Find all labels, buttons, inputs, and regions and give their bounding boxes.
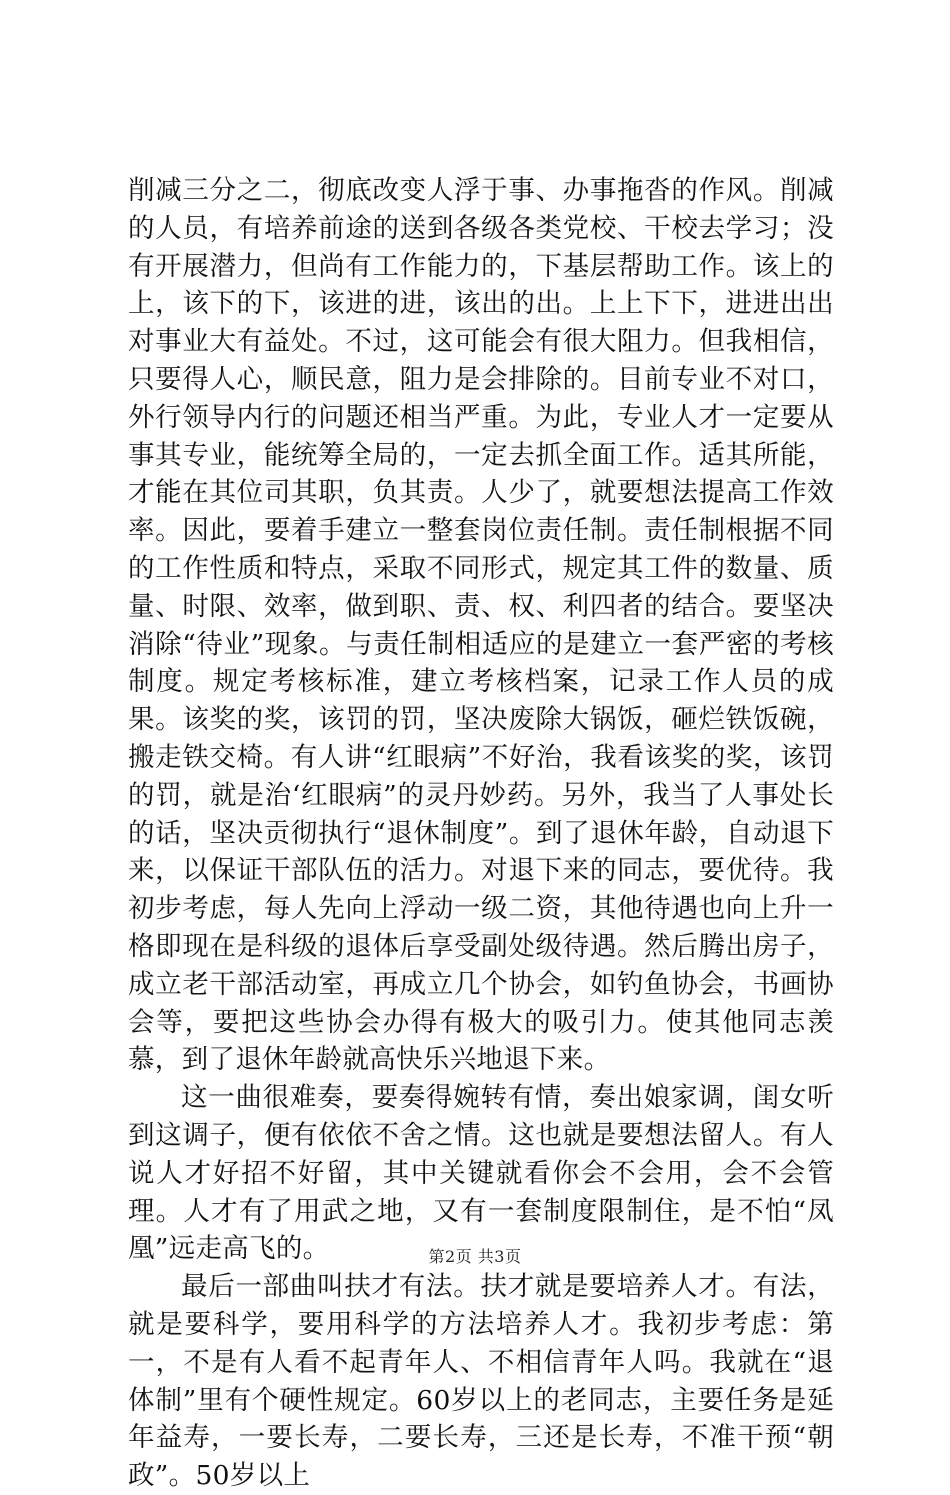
page-number-footer: 第2页 共3页 xyxy=(428,1247,522,1266)
paragraph-2: 这一曲很难奏，要奏得婉转有情，奏出娘家调，闺女听到这调子，便有依依不舍之情。这也就是要想法留人。有人说人才好招不好留，其中关键就看你会不会用，会不会管理。人才有了用武之地，又有一套制度限制住，是不怕“凤凰”远走高飞的。 xyxy=(128,1082,834,1265)
paragraph-1: 削减三分之二，彻底改变人浮于事、办事拖沓的作风。削减的人员，有培养前途的送到各级各类党校、干校去学习；没有开展潜力，但尚有工作能力的，下基层帮助工作。该上的上，该下的下，该进的进，该出的出。上上下下，进进出出对事业大有益处。不过，这可能会有很大阻力。但我相信，只要得人心，顺民意，阻力是会排除的。目前专业不对口，外行领导内行的问题还相当严重。为此，专业人才一定要从事其专业，能统筹全局的，一定去抓全面工作。适其所能，才能在其位司其职，负其责。人少了，就要想法提高工作效率。因此，要着手建立一整套岗位责任制。责任制根据不同的工作性质和特点，采取不同形式，规定其工件的数量、质量、时限、效率，做到职、责、权、利四者的结合。要坚决消除“待业”现象。与责任制相适应的是建立一套严密的考核制度。规定考核标准，建立考核档案，记录工作人员的成果。该奖的奖，该罚的罚，坚决废除大锅饭，砸烂铁饭碗，搬走铁交椅。有人讲“红眼病”不好治，我看该奖的奖，该罚的罚，就是治‘红眼病”的灵丹妙药。另外，我当了人事处长的话，坚决贡彻执行“退休制度”。到了退休年龄，自动退下来，以保证干部队伍的活力。对退下来的同志，要优待。我初步考虑，每人先向上浮动一级二资，其他待遇也向上升一格即现在是科级的退体后享受副处级待遇。然后腾出房子，成立老干部活动室，再成立几个协会，如钓鱼协会，书画协会等，要把这些协会办得有极大的吸引力。使其他同志羡慕，到了退休年龄就高快乐兴地退下来。 xyxy=(128,175,834,1076)
document-body xyxy=(128,172,834,1495)
paragraph-3: 最后一部曲叫扶才有法。扶才就是要培养人才。有法，就是要科学，要用科学的方法培养人才。我初步考虑：第一，不是有人看不起青年人、不相信青年人吗。我就在“退体制”里有个硬性规定。60岁以上的老同志，主要任务是延年益寿，一要长寿，二要长寿，三还是长寿，不准干预“朝政”。50岁以上 xyxy=(128,1271,834,1492)
